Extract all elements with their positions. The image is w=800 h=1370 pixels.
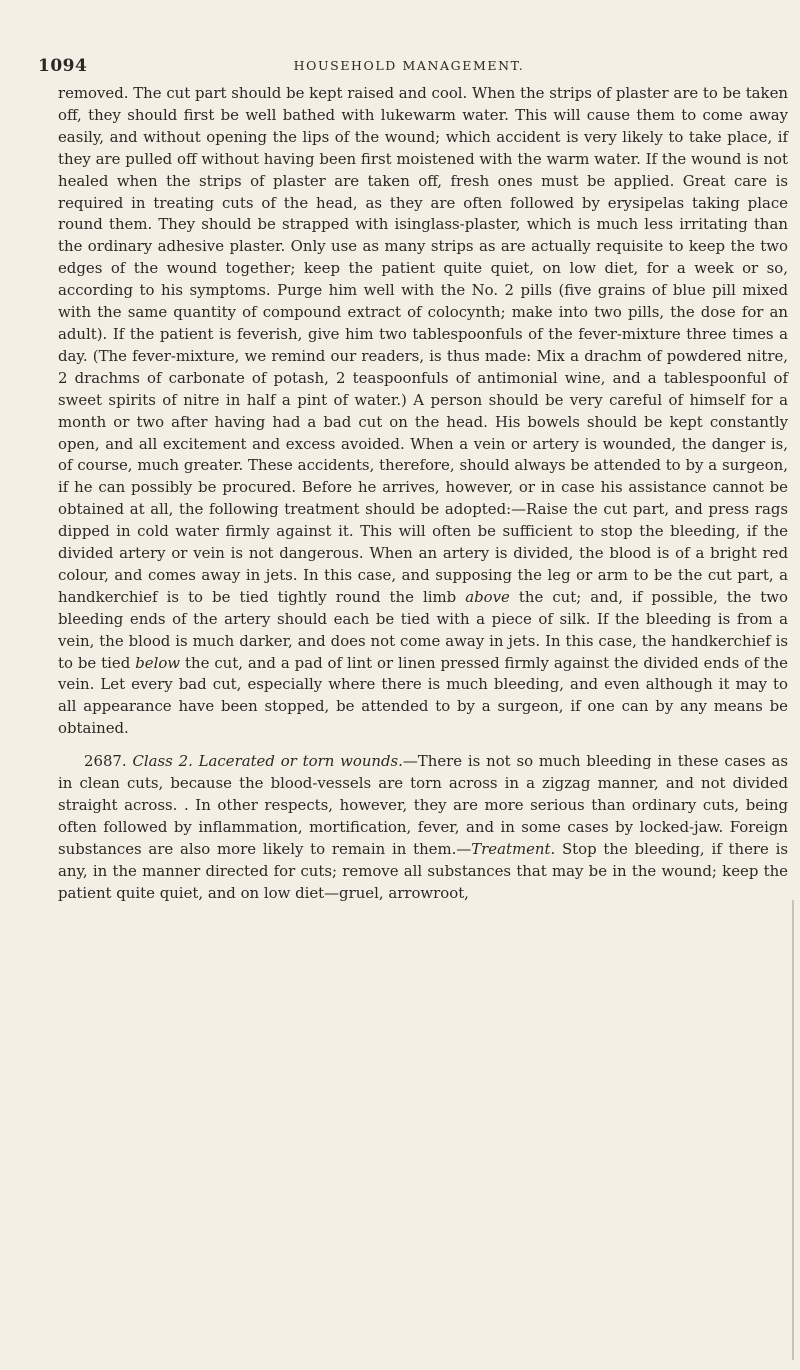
- paragraph-cuts: [58, 83, 788, 740]
- page-header: [38, 56, 780, 78]
- emphasis-above: above: [465, 587, 510, 606]
- page-edge-shadow: [792, 900, 794, 1360]
- class-label: Class 2.: [132, 752, 193, 771]
- paragraph-text: Stop the bleeding, if there is any, in the manner directed for cuts; remove all substances that may be in the wound; keep the patient quite quiet, and on low diet—gruel, arrowroot,: [58, 839, 788, 902]
- running-head: HOUSEHOLD MANAGEMENT.: [293, 58, 525, 73]
- body-text: [58, 83, 788, 905]
- paragraph-text: removed. The cut part should be kept raised and cool. When the strips of plaster are to be taken off, they should first be well bathed with lukewarm water. This will cause them to come away easily, and without opening the lips of the wound; which accident is very likely to take place, if they are pulled off without having been first moistened with the warm water. If the wound is not healed when the strips of plaster are taken off, fresh ones must be applied. Great care is required in treating cuts of the head, as they are often followed by erysipelas taking place round them. They should be strapped with isinglass-plaster, which is much less irritating than the ordinary adhesive plaster. Only use as many strips as are actually requisite to keep the two edges of the wound together; keep the patient quite quiet, on low diet, for a week or so, according to his symptoms. Purge him well with the No. 2 pills (five grains of blue pill mixed with the same quantity of compound extract of colocynth; make into two pills, the dose for an adult). If the patient is feverish, give him two tablespoonfuls of the fever-mixture three times a day. (The fever-mixture, we remind our readers, is thus made: Mix a drachm of powdered nitre, 2 drachms of carbonate of potash, 2 teaspoonfuls of antimonial wine, and a tablespoonful of sweet spirits of nitre in half a pint of water.) A person should be very careful of himself for a month or two after having had a bad cut on the head. His bowels should be kept constantly open, and all excitement and excess avoided. When a vein or artery is wounded, the danger is, of course, much greater. These accidents, therefore, should always be attended to by a surgeon, if he can possibly be procured. Before he arrives, however, or in case his assistance cannot be obtained at all, the following treatment should be adopted:—Raise the cut part, and press rags dipped in cold water firmly against it. This will often be sufficient to stop the bleeding, if the divided artery or vein is not dangerous. When an artery is divided, the blood is of a bright red colour, and comes away in jets. In this case, and supposing the leg or arm to be the cut part, a handkerchief is to be tied tightly round the limb: [58, 84, 788, 606]
- paragraph-text: —There is not so much bleeding in these cases as in clean cuts, because the blood-vessels are torn across in a zigzag manner, and not divided straight across. . In other respects, however, they are more serious than ordinary cuts, being often followed by inflammation, mortification, fever, and in some cases by locked-jaw. Foreign substances are also more likely to remain in them.—: [58, 752, 789, 858]
- section-heading: Lacerated or torn wounds.: [198, 752, 403, 771]
- paragraph-text: the cut; and, if possible, the two bleeding ends of the artery should each be tied with a piece of silk. If the bleeding is from a vein, the blood is much darker, and does not come away in jets. In this case, the handkerchief is to be tied: [58, 587, 788, 672]
- emphasis-below: below: [135, 653, 181, 672]
- paragraph-text: the cut, and a pad of lint or linen pressed firmly against the divided ends of the vein. Let every bad cut, especially where there is much bleeding, and even although it may to all appearance have been stopped, be attended to by a surgeon, if one can by any means be obtained.: [58, 653, 788, 738]
- treatment-label: Treatment.: [471, 839, 556, 858]
- paragraph-number: 2687.: [84, 752, 127, 771]
- page-number: 1094: [38, 56, 88, 76]
- paragraph-lacerated-wounds: [58, 751, 788, 904]
